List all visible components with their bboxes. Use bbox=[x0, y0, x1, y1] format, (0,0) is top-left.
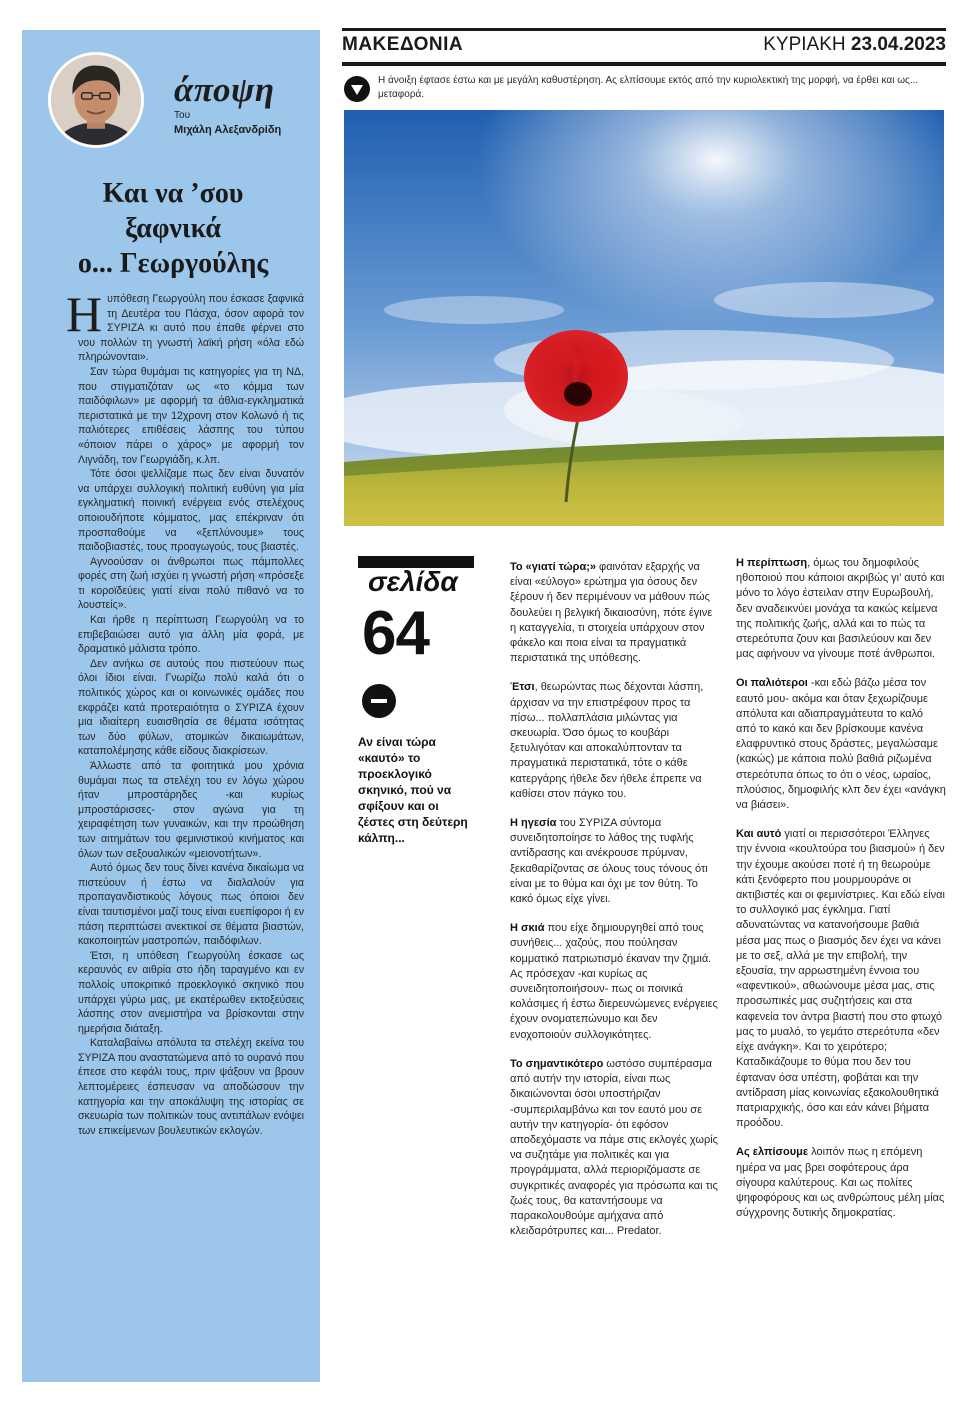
page-ref-number: 64 bbox=[362, 599, 429, 668]
minus-icon bbox=[362, 684, 396, 718]
body-paragraph: Και ήρθε η περίπτωση Γεωργούλη να το επιβεβαιώσει αυτό για άλλη μία φορά, με δραματικό μάλιστα τρόπο. bbox=[78, 614, 304, 656]
body-paragraph: Έτσι, η υπόθεση Γεωργούλη έσκασε ως κεραυνός εν αιθρία στο ήδη ταραγμένο και εν πολλοίς υποκριτικό προεκλογικό σκηνικό που υπάρχει γύρω μας, με εκατέρωθεν εκτοξεύσεις λάσπης στον ανεμιστήρα να βρίσκονται στην ημερήσια διάταξη. bbox=[78, 949, 304, 1035]
page-ref-label: σελίδα bbox=[368, 566, 458, 597]
page-ref-teaser: Αν είναι τώρα «καυτό» το προεκλογικό σκηνικό, πού να σφίξουν και οι ζέστες στη δεύτερη κάλπη... bbox=[358, 735, 468, 845]
section-label: άποψη bbox=[174, 70, 275, 109]
article-paragraph: Και αυτό γιατί οι περισσότεροι Έλληνες την έννοια «κουλτούρα του βιασμού» ή δεν την έχουμε ακούσει ποτέ ή τη θεωρούμε κάτι ξενόφερτο που μουρμουράνε οι ακτιβιστές και οι φεμινίστριες. Και εδώ είναι το συλλογικό μας έγκλημα. Γιατί αδυνατώντας να κατανοήσουμε βαθιά μέσα μας πως ο βιασμός δεν έχει να κάνει με το σεξ, αλλά με την επιβολή, την εξουσία, την αρρωστημένη έννοια του «αφεντικού», αθωώνουμε μέσα μας, στις προσωπικές μας συζητήσεις και στα καφενεία τον άντρα βιαστή που στο φτωχό μας το μυαλό, το γεμάτο στερεότυπα «δεν είχε ανάγκη». Και το χειρότερο; Καταδικάζουμε το θύμα που δεν του έφταναν όσα υπέστη, φοβάται και την αντίδραση μίας κοινωνίας εξακολουθητικά πατριαρχικής, όσο και εάν κάνει βήματα προόδου. bbox=[736, 828, 945, 1130]
poppy-field-photo bbox=[344, 110, 944, 526]
byline-prefix: Του bbox=[174, 110, 191, 121]
article-paragraph: Το σημαντικότερο ωστόσο συμπέρασμα από αυτήν την ιστορία, είναι πως δικαιώνονται όσοι υποστήριζαν -συμπεριλαμβάνω και τον εαυτό μου σε αυτήν την κατηγορία- ότι εφόσον αποδεχόμαστε να πάμε στις εκλογές χωρίς να συζητάμε για πολιτικές και για προγράμματα, αλλά περιοριζόμαστε σε συγκριτικές αναφορές για πρόσωπα και τις ζωές τους, θα καταντήσουμε να παρακολουθούμε αμήχανα από κλειδαρότρυπες και... Predator. bbox=[510, 1057, 718, 1238]
caption-arrow-icon bbox=[344, 76, 370, 102]
body-paragraph: Σαν τώρα θυμάμαι τις κατηγορίες για τη ΝΔ, που στιγματιζόταν ως «το κόμμα των παιδόφιλων» με αφορμή τα άθλια-εγκληματικά περιστατικά με την 12χρονη στον Κολωνό ή τις παλιότερες επιθέσεις λάσπης του τύπου «όποιον πάρει ο χάρος» με αφορμή τον Λιγνάδη, τον Γεωργιάδη, κ.λπ. bbox=[78, 365, 304, 466]
body-paragraph: Ηυπόθεση Γεωργούλη που έσκασε ξαφνικά τη Δευτέρα του Πάσχα, όσον αφορά τον ΣΥΡΙΖΑ κι αυτό που έπαθε φέρνει στο νου πολλών τη γνωστή λαϊκή ρήση «όλα εδώ πληρώνονται». bbox=[66, 286, 304, 364]
body-paragraph: Καταλαβαίνω απόλυτα τα στελέχη εκείνα του ΣΥΡΙΖΑ που αναστατώμενα από το ουρανό που έπεσε στο κεφάλι τους, πριν ψάξουν να βρουν λεπτομέρειες έσπευσαν να αποδώσουν την κατηγορία και την αποκάλυψη της ιστορίας σε σκευωρία των πολιτικών τους αντιπάλων ενόψει των επικείμενων βουλευτικών εκλογών. bbox=[78, 1037, 304, 1137]
opinion-body bbox=[66, 286, 304, 1138]
body-paragraph: Αυτό όμως δεν τους δίνει κανένα δικαίωμα να πιστεύουν ή έστω να διαλαλούν για προπαγανδιστικούς λόγους πως όποιοι δεν είναι ταυτισμένοι μαζί τους είναι ευεπίφοροι ή εν πάση περιπτώσει ανεκτικοί σε θέματα βιαστών, κακοποιητών μαστροπών, παιδόφιλων. bbox=[78, 862, 304, 948]
photo-caption: Η άνοιξη έφτασε έστω και με μεγάλη καθυστέρηση. Ας ελπίσουμε εκτός από την κυριολεκτική της μορφή, να έρθει και ως... μεταφορά. bbox=[378, 75, 919, 100]
article-column-middle bbox=[510, 560, 718, 1253]
body-paragraph: Τότε όσοι ψελλίζαμε πως δεν είναι δυνατόν να υπάρχει συλλογική πολιτική ευθύνη για μία εγκληματική ποινική ενέργεια ενός στελέχους οποιουδήποτε κόμματος, μας επέκριναν ότι προσπαθούμε να «ξεπλύνουμε» τους παιδοβιαστές, τους προαγωγούς, τους βιαστές. bbox=[78, 468, 304, 554]
issue-date: ΚΥΡΙΑΚΗ 23.04.2023 bbox=[763, 34, 946, 55]
article-headline bbox=[34, 176, 312, 281]
article-paragraph: Έτσι, θεωρώντας πως δέχονται λάσπη, άρχισαν να την επιστρέφουν προς τα πίσω... πολλαπλάσια μιλώντας για σκευωρία. Όσο όμως το κουβάρι ξετυλιγόταν και αποκαλύπτονταν τα πραγματικά περιστατικά, τότε ο κάθε κατεργάρης ήθελε δεν ήθελε έπρεπε να καθίσει στον πάγκο του. bbox=[510, 681, 704, 800]
body-paragraph: Δεν ανήκω σε αυτούς που πιστεύουν πως όλοι ίδιοι είναι. Γνωρίζω πολύ καλά ότι ο πολιτικός χώρος και οι κοινωνικές ομάδες που εκφράζει κατά προτεραιότητα ο ΣΥΡΙΖΑ έχουν μια ιδιαίτερη ευαισθησία σε θέματα ισότητας των δύο φύλων, ατομικών δικαιωμάτων, καταπολέμησης κάθε είδους διακρίσεων. bbox=[78, 657, 304, 758]
newspaper-name: ΜΑΚΕΔΟΝΙΑ bbox=[342, 34, 464, 55]
article-paragraph: Η σκιά που είχε δημιουργηθεί από τους συνήθεις... χαζούς, που πούλησαν κομματικό πατριωτισμό έκαναν την ζημιά. Ας πρόσεχαν -και κυρίως ας συνειδητοποιήσουν- πως οι ποινικά κολάσιμες ή έστω διερευνώμενες ενέργειες έχουν ονοματεπώνυμο και δεν ενοχοποιούν συλλογικότητες. bbox=[510, 922, 718, 1041]
article-column-right bbox=[736, 556, 946, 1235]
masthead-top-rule bbox=[342, 28, 946, 31]
article-paragraph: Οι παλιότεροι -και εδώ βάζω μέσα τον εαυτό μου- ακόμα και όταν ξεχωρίζουμε απόλυτα και αδιαπραγμάτευτα το καλό από το κακό και δεν βρίσκουμε κανένα ελαφρυντικό στους δράστες, μεγαλώσαμε (κακώς) με κάποια πολύ βαθιά ριζωμένα στερεότυπα όπως το ότι ο νέος, ωραίος, πλούσιος, δημοφιλής κλπ δεν έχει «ανάγκη να βιάσει». bbox=[736, 677, 946, 812]
author-name: Μιχάλη Αλεξανδρίδη bbox=[174, 124, 282, 136]
body-paragraph: Άλλωστε από τα φοιτητικά μου χρόνια θυμάμαι πως τα στελέχη του εν λόγω χώρου ήταν μπροστάρηδες -και κυρίως μπροστάρισσες- στον αγώνα για τη χειραφέτηση των γυναικών, και την προώθηση των αιτημάτων του φεμινιστικού κινήματος και όλων των σεξουαλικών «μειονοτήτων». bbox=[78, 760, 304, 860]
article-paragraph: Ας ελπίσουμε λοιπόν πως η επόμενη ημέρα να μας βρει σοφότερους άρα σίγουρα καλύτερους. Και ως πολίτες ψηφοφόρους και ως ανθρώπους μέλη μίας σύγχρονης δυτικής δημοκρατίας. bbox=[736, 1146, 945, 1220]
body-paragraph: Αγνοούσαν οι άνθρωποι πως πάμπολλες φορές στη ζωή ισχύει η γνωστή ρήση «πρόσεξε τι κοροϊδεύεις γιατί είναι πολύ πιθανό να το λουστείς». bbox=[78, 555, 304, 612]
article-paragraph: Η ηγεσία του ΣΥΡΙΖΑ σύντομα συνειδητοποίησε το λάθος της τυφλής αντίδρασης και ανέκρουσε πρύμναν, ξεκαθαρίζοντας σε όλους τους τόνους ότι είναι με το θύμα και όχι με τον θύτη. Το κακό όμως είχε γίνει. bbox=[510, 817, 708, 906]
article-paragraph: Η περίπτωση, όμως του δημοφιλούς ηθοποιού που κάποιοι ακριβώς γι’ αυτό και μόνο το λόγο έστειλαν στην Ευρωβουλή, δεν αναδεικνύει μονάχα τα κακώς κείμενα της πολιτικής ζωής, αλλά και το πώς τα στερεότυπα ζουν και βασιλεύουν και δεν μας αφήνουν να γίνουμε ποτέ άνθρωποι. bbox=[736, 557, 945, 661]
article-paragraph: Το «γιατί τώρα;» φαινόταν εξαρχής να είναι «εύλογο» ερώτημα για όσους δεν ξέρουν ή δεν περιμένουν να μάθουν πώς δουλεύει η βελγική δικαιοσύνη, πότε έγινε η καταγγελία, τι στοιχεία υπάρχουν στον φάκελο και ποια είναι τα πραγματικά περιστατικά της υπόθεσης. bbox=[510, 561, 713, 665]
author-avatar bbox=[48, 52, 144, 148]
headline-line: ο... Γεωργούλης bbox=[77, 248, 269, 279]
headline-line: ξαφνικά bbox=[125, 213, 221, 244]
page-reference bbox=[358, 556, 474, 856]
opinion-column bbox=[22, 30, 320, 1382]
drop-cap: Η bbox=[66, 286, 103, 342]
masthead-rule bbox=[342, 62, 946, 66]
headline-line: Και να ’σου bbox=[102, 178, 244, 209]
